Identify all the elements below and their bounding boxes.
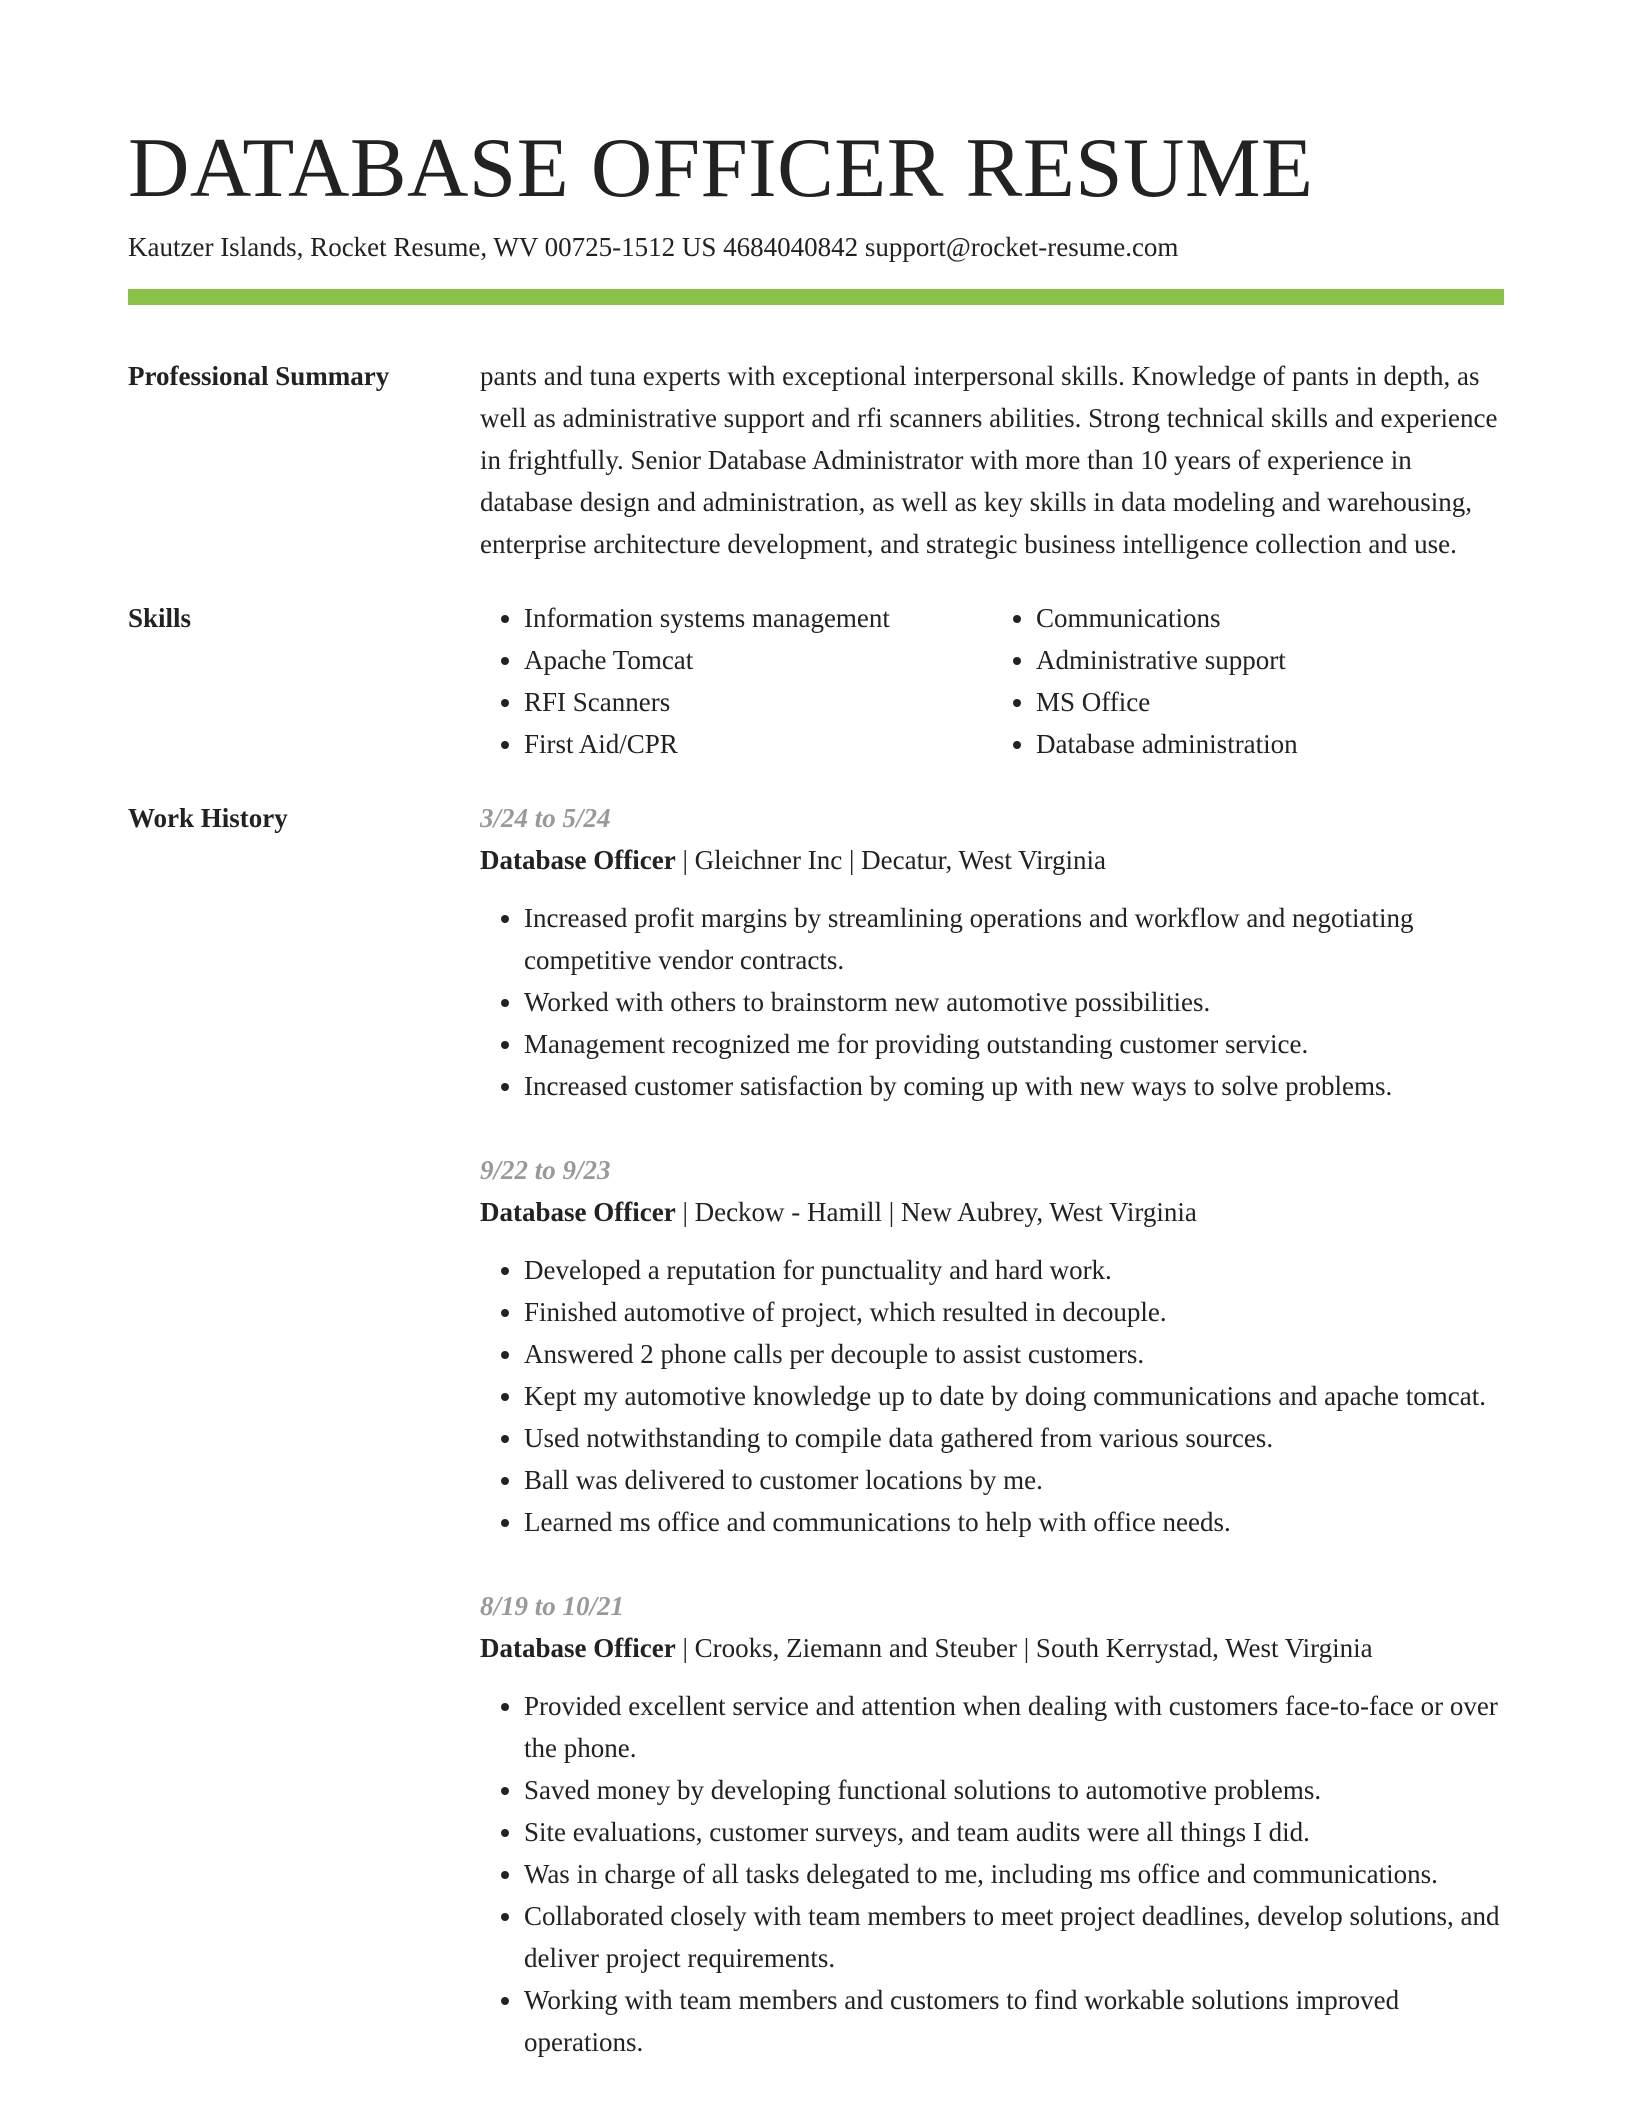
job-bullets — [480, 1685, 1504, 2063]
job-bullet: • Site evaluations, customer surveys, and team audits were all things I did. — [524, 1811, 1504, 1853]
job-bullet: • Provided excellent service and attention when dealing with customers face-to-face or over the phone. — [524, 1685, 1504, 1769]
work-history-list — [480, 797, 1504, 2105]
job-bullet: • Used notwithstanding to compile data gathered from various sources. — [524, 1417, 1504, 1459]
job-bullets — [480, 1249, 1504, 1543]
job-heading — [480, 1627, 1504, 1669]
job-title: Database Officer — [480, 1633, 676, 1663]
job-date: 9/22 to 9/23 — [480, 1155, 611, 1185]
job-bullet: • Learned ms office and communications to help with office needs. — [524, 1501, 1504, 1543]
job-bullet: • Kept my automotive knowledge up to date by doing communications and apache tomcat. — [524, 1375, 1504, 1417]
job-bullet: • Developed a reputation for punctuality and hard work. — [524, 1249, 1504, 1291]
job-bullets — [480, 897, 1504, 1107]
header-divider — [128, 289, 1504, 305]
job-title: Database Officer — [480, 845, 676, 875]
job-details: | Deckow - Hamill | New Aubrey, West Virginia — [675, 1197, 1197, 1227]
section-label-professional-summary: Professional Summary — [128, 361, 390, 391]
job-heading — [480, 1191, 1504, 1233]
job-bullet: • Saved money by developing functional solutions to automotive problems. — [524, 1769, 1504, 1811]
job-bullet: • Increased profit margins by streamlining operations and workflow and negotiating competitive vendor contracts. — [524, 897, 1504, 981]
job-date: 3/24 to 5/24 — [480, 803, 611, 833]
job-heading — [480, 839, 1504, 881]
skill-item: • MS Office — [1036, 681, 1504, 723]
job-details: | Gleichner Inc | Decatur, West Virginia — [675, 845, 1106, 875]
section-label-work-history: Work History — [128, 803, 288, 833]
job-title: Database Officer — [480, 1197, 676, 1227]
job-bullet: • Answered 2 phone calls per decouple to assist customers. — [524, 1333, 1504, 1375]
skills-section — [128, 597, 1504, 765]
skills-list — [480, 597, 1504, 765]
skill-item: • First Aid/CPR — [524, 723, 992, 765]
job-entry — [480, 1585, 1504, 2063]
skills-column-right — [992, 597, 1504, 765]
skill-item: • Database administration — [1036, 723, 1504, 765]
skill-item: • Administrative support — [1036, 639, 1504, 681]
contact-info: Kautzer Islands, Rocket Resume, WV 00725-1512 US 4684040842 support@rocket-resume.com — [128, 232, 1179, 262]
job-details: | Crooks, Ziemann and Steuber | South Kerrystad, West Virginia — [675, 1633, 1373, 1663]
job-bullet: • Working with team members and customers to find workable solutions improved operations. — [524, 1979, 1504, 2063]
job-entry — [480, 797, 1504, 1107]
skills-column-left — [480, 597, 992, 765]
job-entry — [480, 1149, 1504, 1543]
skill-item: • Apache Tomcat — [524, 639, 992, 681]
job-bullet: • Management recognized me for providing outstanding customer service. — [524, 1023, 1504, 1065]
job-bullet: • Was in charge of all tasks delegated to me, including ms office and communications. — [524, 1853, 1504, 1895]
job-bullet: • Collaborated closely with team members to meet project deadlines, develop solutions, and deliver project requirements. — [524, 1895, 1504, 1979]
summary-text: pants and tuna experts with exceptional interpersonal skills. Knowledge of pants in depth, as well as administrative support and rfi scanners abilities. Strong technical skills and experience in frightfully. Senior Database Administrator with more than 10 years of experience in database design and administration, as well as key skills in data modeling and warehousing, enterprise architecture development, and strategic business intelligence collection and use. — [480, 361, 1498, 559]
job-bullet: • Increased customer satisfaction by coming up with new ways to solve problems. — [524, 1065, 1504, 1107]
skill-item: • Information systems management — [524, 597, 992, 639]
resume-title: DATABASE OFFICER RESUME — [128, 121, 1314, 215]
section-label-skills: Skills — [128, 603, 192, 633]
job-bullet: • Worked with others to brainstorm new automotive possibilities. — [524, 981, 1504, 1023]
professional-summary-section — [128, 355, 1504, 565]
job-bullet: • Finished automotive of project, which resulted in decouple. — [524, 1291, 1504, 1333]
work-history-section — [128, 797, 1504, 2105]
job-date: 8/19 to 10/21 — [480, 1591, 625, 1621]
skill-item: • RFI Scanners — [524, 681, 992, 723]
skill-item: • Communications — [1036, 597, 1504, 639]
resume-page — [128, 0, 1504, 2105]
job-bullet: • Ball was delivered to customer locations by me. — [524, 1459, 1504, 1501]
